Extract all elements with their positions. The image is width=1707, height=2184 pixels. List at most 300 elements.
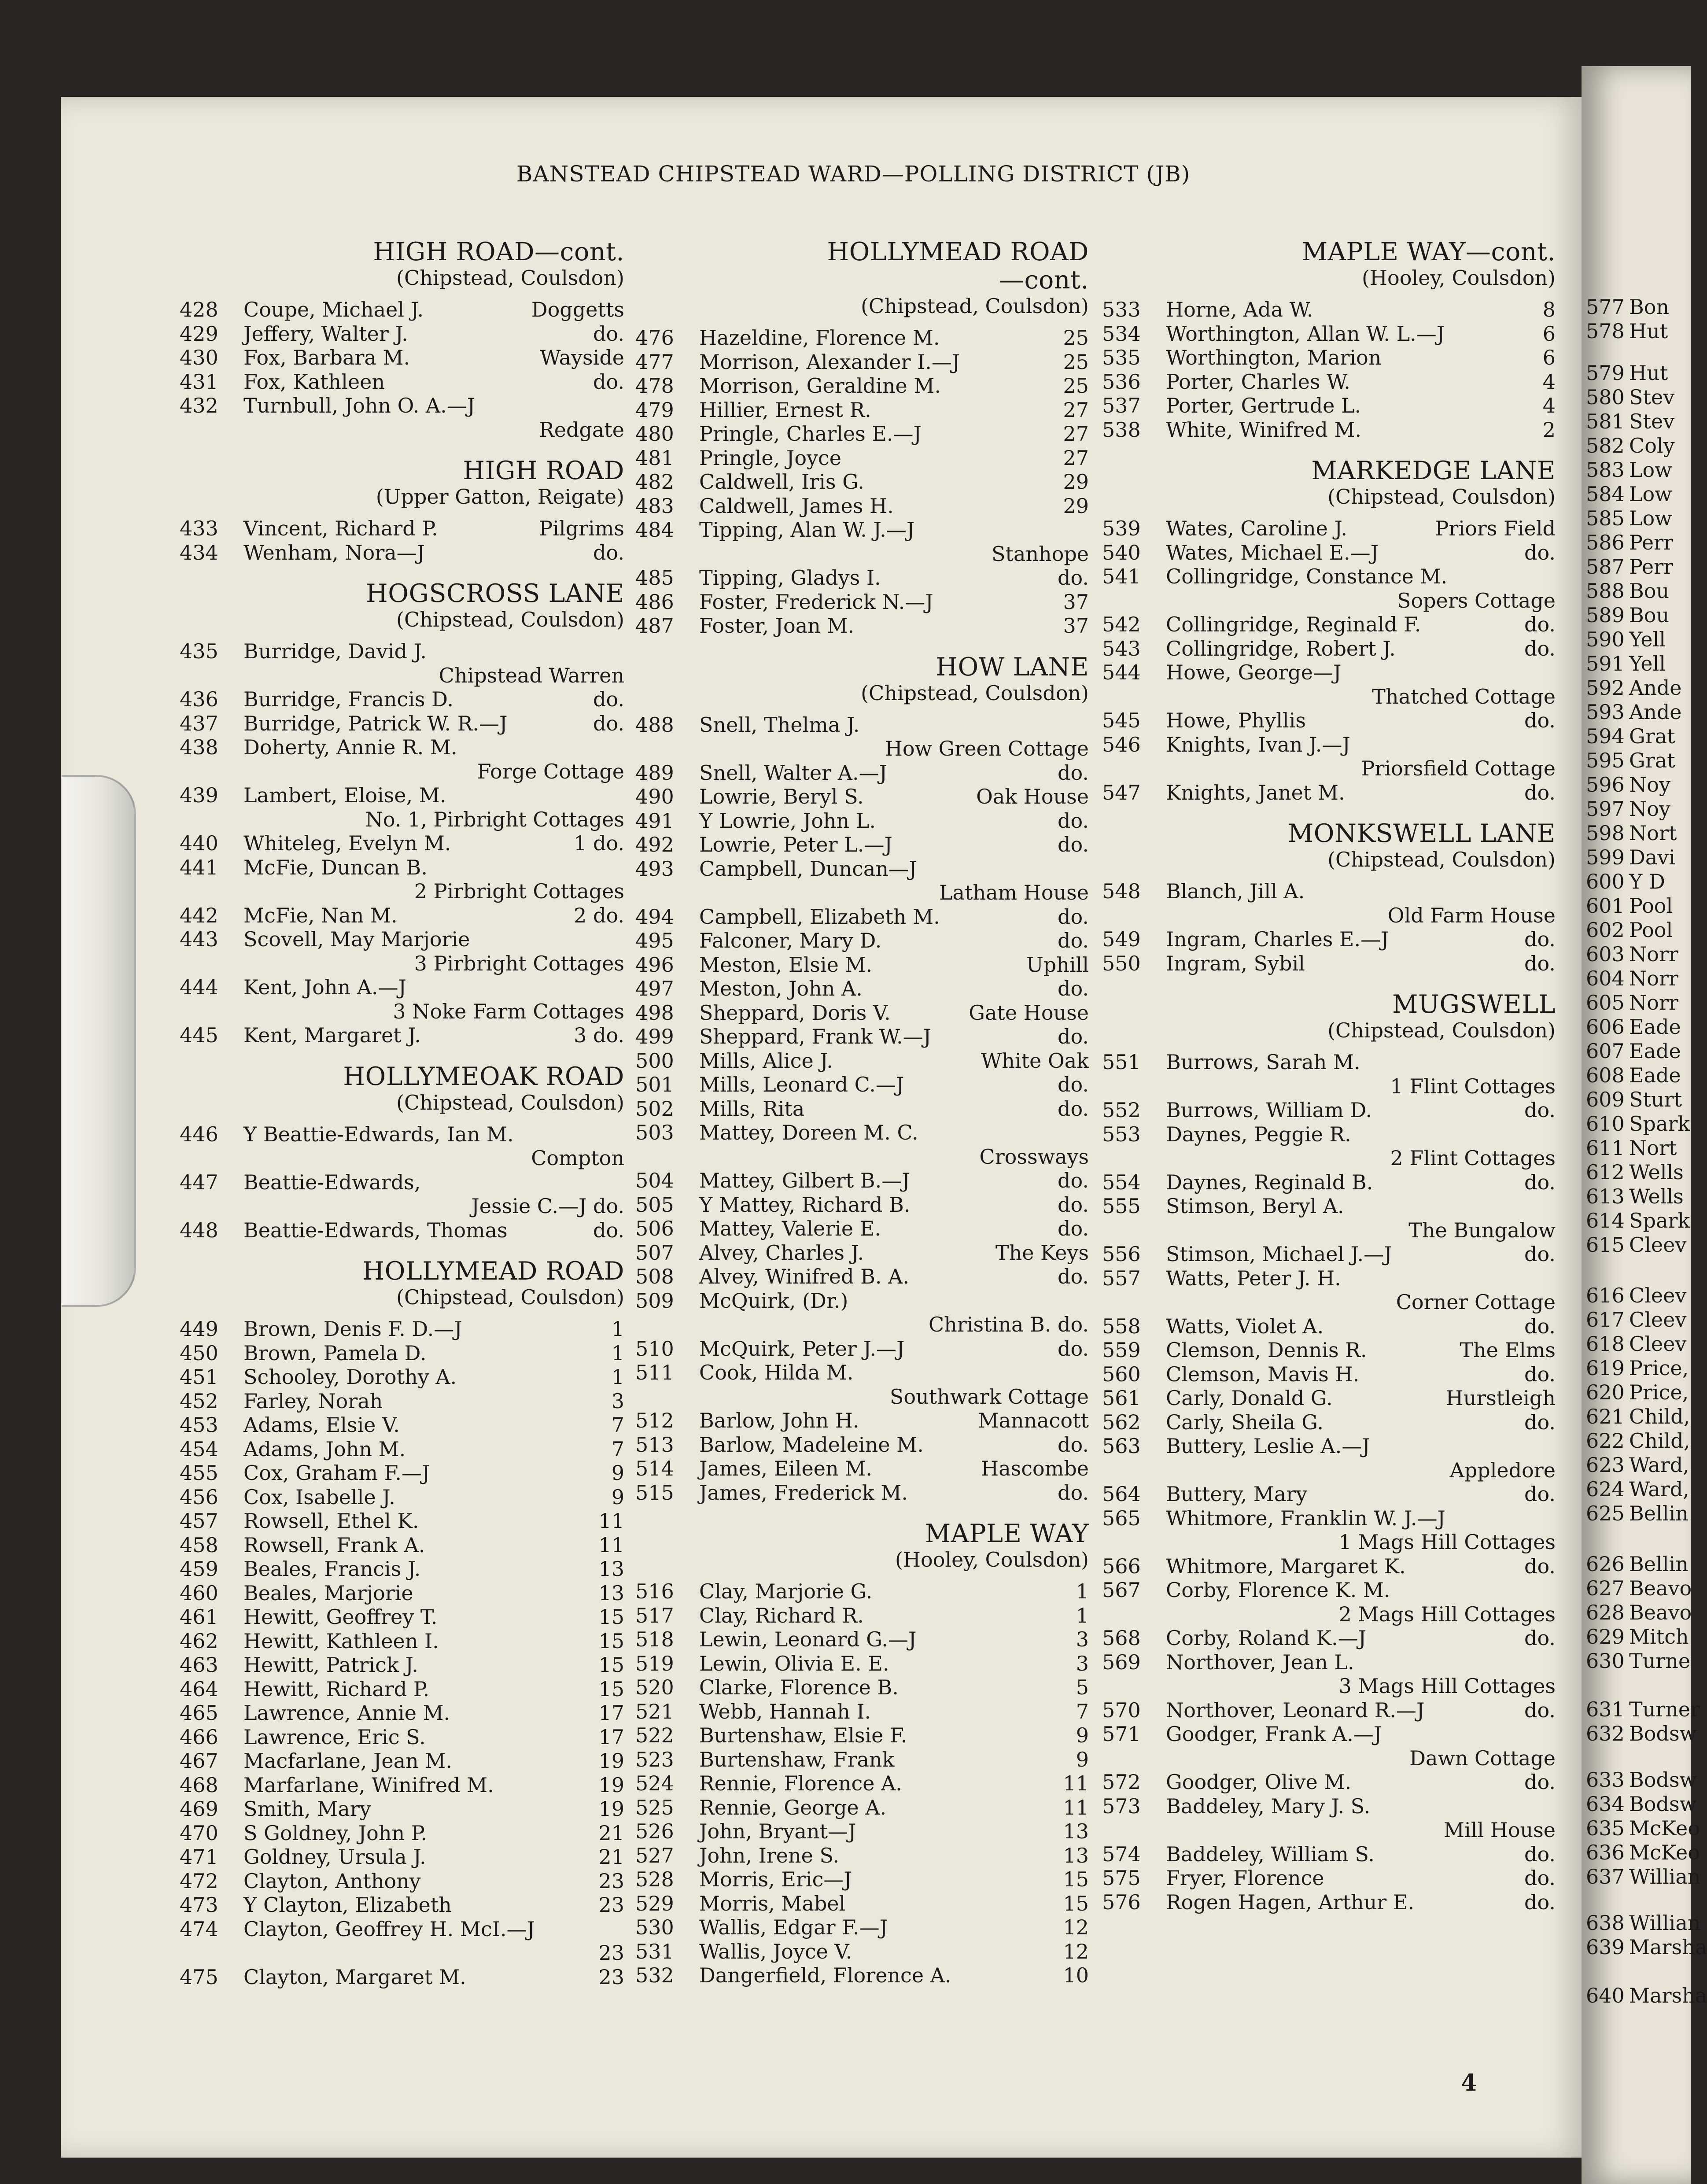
elector-address: do. <box>1524 1410 1556 1434</box>
elector-number: 461 <box>180 1605 218 1629</box>
elector-address: do. <box>1524 1314 1556 1338</box>
elector-address: do. <box>1524 1842 1556 1866</box>
elector-row <box>635 566 1089 590</box>
elector-name: Wates, Caroline J. <box>1166 516 1347 540</box>
elector-name: Burridge, Patrick W. R.—J <box>243 711 508 735</box>
elector-row <box>635 1049 1089 1073</box>
elector-name: Carly, Donald G. <box>1166 1386 1333 1410</box>
elector-number: 548 <box>1102 879 1141 903</box>
right-page-number: 578 <box>1586 319 1625 343</box>
elector-address <box>1549 660 1556 685</box>
elector-name: Daynes, Reginald B. <box>1166 1170 1373 1194</box>
elector-name: Tipping, Gladys I. <box>699 566 881 590</box>
elector-number: 444 <box>180 975 218 999</box>
elector-address: 9 <box>1076 1723 1089 1747</box>
elector-address: do. <box>1524 1098 1556 1122</box>
elector-row <box>180 541 624 565</box>
elector-name: Buttery, Mary <box>1166 1482 1308 1506</box>
right-page-name: Yell <box>1629 652 1666 675</box>
elector-row <box>1102 1242 1556 1266</box>
elector-name: Scovell, May Marjorie <box>243 927 470 951</box>
elector-number: 556 <box>1102 1242 1141 1266</box>
right-page-number: 618 <box>1586 1332 1625 1356</box>
elector-name: Ingram, Sybil <box>1166 951 1305 975</box>
elector-number: 446 <box>180 1122 218 1146</box>
elector-name: Lowrie, Beryl S. <box>699 785 864 808</box>
elector-name: Barlow, John H. <box>699 1409 859 1432</box>
elector-name: Howe, George—J <box>1166 660 1342 684</box>
elector-number: 482 <box>635 470 674 494</box>
right-page-number: 590 <box>1586 627 1625 651</box>
elector-row <box>180 516 624 541</box>
right-page-number: 584 <box>1586 482 1625 506</box>
elector-address: do. <box>593 687 624 711</box>
street-title: HIGH ROAD—cont. <box>373 237 624 266</box>
elector-number: 567 <box>1102 1578 1141 1602</box>
right-page-number: 602 <box>1586 918 1625 942</box>
elector-number: 458 <box>180 1533 218 1557</box>
elector-number: 465 <box>180 1701 218 1725</box>
elector-name: Tipping, Alan W. J.—J <box>699 518 915 542</box>
elector-number: 562 <box>1102 1410 1141 1434</box>
elector-address <box>618 639 624 664</box>
street-title: HOLLYMEOAK ROAD <box>343 1062 624 1091</box>
elector-number: 456 <box>180 1485 218 1509</box>
elector-name: Clemson, Dennis R. <box>1166 1338 1367 1362</box>
elector-number: 470 <box>180 1821 218 1845</box>
elector-name: Collingridge, Robert J. <box>1166 636 1396 660</box>
elector-address: 12 <box>1063 1939 1089 1963</box>
elector-address: 5 <box>1076 1675 1089 1699</box>
elector-name: Porter, Charles W. <box>1166 369 1350 394</box>
elector-row <box>1102 1122 1556 1147</box>
elector-row <box>635 905 1089 929</box>
elector-name: Adams, Elsie V. <box>243 1413 400 1437</box>
elector-row <box>635 1819 1089 1844</box>
right-page-name: Yell <box>1629 627 1666 651</box>
elector-row <box>635 1915 1089 1940</box>
elector-row <box>1102 879 1556 904</box>
elector-name: Blanch, Jill A. <box>1166 879 1305 903</box>
elector-number: 519 <box>635 1651 674 1675</box>
right-page-number: 620 <box>1586 1380 1625 1404</box>
street-title: HOGSCROSS LANE <box>366 579 624 608</box>
right-page-number: 628 <box>1586 1601 1625 1624</box>
street-locality: (Upper Gatton, Reigate) <box>376 485 624 509</box>
elector-address: Mannacott <box>978 1409 1089 1432</box>
elector-name: Morrison, Alexander I.—J <box>699 350 960 374</box>
right-page-number: 632 <box>1586 1722 1625 1745</box>
elector-row <box>180 975 624 1000</box>
page-number: 4 <box>1461 2070 1477 2096</box>
elector-address-continued: 3 Noke Farm Cottages <box>393 999 624 1023</box>
right-page-number: 617 <box>1586 1308 1625 1332</box>
elector-address: do. <box>1524 1770 1556 1794</box>
elector-row <box>180 1869 624 1893</box>
elector-address: do. <box>1524 636 1556 660</box>
right-page-name: Spark <box>1629 1112 1690 1136</box>
elector-address: 7 <box>611 1437 624 1461</box>
elector-name: Webb, Hannah I. <box>699 1699 871 1723</box>
elector-number: 501 <box>635 1073 674 1096</box>
right-page-number: 624 <box>1586 1477 1625 1501</box>
elector-number: 429 <box>180 321 218 346</box>
elector-number: 494 <box>635 904 674 929</box>
elector-number: 480 <box>635 422 674 446</box>
elector-name: Cook, Hilda M. <box>699 1361 854 1384</box>
street-title: HIGH ROAD <box>463 456 624 485</box>
elector-row <box>1102 1266 1556 1291</box>
elector-row <box>635 398 1089 422</box>
right-page-name: Cleev <box>1629 1233 1687 1257</box>
street-section <box>180 579 624 1048</box>
right-page-number: 577 <box>1586 295 1625 319</box>
street-title-cont: —cont. <box>999 266 1089 295</box>
elector-address: 19 <box>598 1749 624 1773</box>
elector-row <box>180 1437 624 1461</box>
elector-name: S Goldney, John P. <box>243 1821 427 1845</box>
elector-address <box>618 856 624 880</box>
elector-address: 19 <box>598 1797 624 1821</box>
elector-name: Schooley, Dorothy A. <box>243 1365 457 1389</box>
right-page-number: 614 <box>1586 1209 1625 1232</box>
elector-number: 522 <box>635 1723 674 1747</box>
elector-number: 460 <box>180 1581 218 1605</box>
elector-number: 449 <box>180 1317 218 1341</box>
elector-number: 528 <box>635 1867 674 1891</box>
right-page-name: Cleev <box>1629 1284 1687 1307</box>
elector-number: 483 <box>635 494 674 518</box>
elector-address: do. <box>1524 1362 1556 1386</box>
elector-name: Lambert, Eloise, M. <box>243 783 446 807</box>
elector-address <box>1083 857 1089 881</box>
elector-number: 529 <box>635 1891 674 1915</box>
right-page-name: Turner <box>1629 1697 1700 1721</box>
elector-number: 564 <box>1102 1482 1141 1506</box>
right-page-name: Marsha <box>1629 1935 1707 1959</box>
elector-row <box>635 494 1089 518</box>
elector-name: Rennie, George A. <box>699 1795 887 1819</box>
elector-name: Sheppard, Doris V. <box>699 1000 891 1025</box>
elector-address-continued: 2 Mags Hill Cottages <box>1338 1602 1556 1626</box>
elector-address: do. <box>593 540 624 564</box>
elector-number: 554 <box>1102 1170 1141 1194</box>
elector-name: Wallis, Joyce V. <box>699 1939 852 1963</box>
right-page-name: Norr <box>1629 967 1678 990</box>
elector-row <box>635 1241 1089 1265</box>
elector-address: 8 <box>1542 298 1556 321</box>
right-page-number: 605 <box>1586 991 1625 1015</box>
elector-name: Buttery, Leslie A.—J <box>1166 1434 1370 1458</box>
elector-name: Corby, Roland K.—J <box>1166 1626 1367 1650</box>
elector-row <box>635 1844 1089 1868</box>
right-page-number: 611 <box>1586 1136 1625 1160</box>
elector-address <box>1549 1578 1556 1602</box>
elector-row <box>1102 346 1556 370</box>
elector-address: 21 <box>598 1821 624 1845</box>
elector-address: 25 <box>1063 374 1089 398</box>
elector-address: 27 <box>1063 422 1089 446</box>
elector-number: 547 <box>1102 780 1141 804</box>
elector-name: Goldney, Ursula J. <box>243 1845 426 1869</box>
elector-name: Knights, Ivan J.—J <box>1166 732 1350 756</box>
street-locality: (Chipstead, Coulsdon) <box>1327 1018 1556 1042</box>
elector-name: Goodger, Frank A.—J <box>1166 1722 1382 1746</box>
elector-address <box>1549 1722 1556 1746</box>
elector-number: 573 <box>1102 1794 1141 1818</box>
elector-number: 438 <box>180 735 218 759</box>
elector-address-continued: Mill House <box>1443 1818 1556 1842</box>
elector-address: 15 <box>598 1677 624 1701</box>
elector-row <box>635 1652 1089 1676</box>
right-page-number: 594 <box>1586 724 1625 748</box>
elector-number: 511 <box>635 1361 674 1384</box>
right-page-name: Bou <box>1629 579 1670 603</box>
elector-number: 565 <box>1102 1506 1141 1530</box>
elector-number: 523 <box>635 1747 674 1771</box>
elector-row <box>180 831 624 856</box>
elector-name: Clayton, Anthony <box>243 1869 421 1893</box>
elector-number: 568 <box>1102 1626 1141 1650</box>
elector-name: Carly, Sheila G. <box>1166 1410 1324 1434</box>
elector-row <box>1102 394 1556 418</box>
right-page-name: Willian <box>1629 1865 1701 1889</box>
elector-row <box>1102 733 1556 757</box>
elector-number: 575 <box>1102 1866 1141 1890</box>
elector-name: Whiteleg, Evelyn M. <box>243 831 451 855</box>
elector-name: Sheppard, Frank W.—J <box>699 1025 932 1048</box>
elector-address <box>1549 1506 1556 1531</box>
elector-address-continued: 3 Mags Hill Cottages <box>1338 1674 1556 1698</box>
elector-name: Pringle, Joyce <box>699 446 842 470</box>
right-page-number: 635 <box>1586 1816 1625 1840</box>
elector-name: Corby, Florence K. M. <box>1166 1578 1390 1602</box>
right-page-name: Low <box>1629 482 1672 506</box>
elector-name: Howe, Phyllis <box>1166 708 1306 732</box>
elector-address: do. <box>1524 927 1556 951</box>
elector-address <box>618 1170 624 1195</box>
elector-address: do. <box>1058 1096 1089 1121</box>
elector-row <box>180 1797 624 1821</box>
elector-row <box>180 1845 624 1869</box>
elector-address: 9 <box>611 1485 624 1509</box>
elector-row <box>635 1963 1089 1988</box>
elector-name: McQuirk, (Dr.) <box>699 1288 848 1313</box>
elector-name: Burridge, David J. <box>243 639 427 663</box>
elector-number: 509 <box>635 1288 674 1313</box>
elector-address <box>618 975 624 1000</box>
elector-address: White Oak <box>981 1048 1089 1073</box>
elector-address: The Elms <box>1460 1338 1556 1362</box>
elector-row <box>635 1193 1089 1217</box>
elector-name: Watts, Peter J. H. <box>1166 1266 1341 1290</box>
elector-name: Worthington, Allan W. L.—J <box>1166 321 1445 346</box>
elector-name: Lawrence, Annie M. <box>243 1701 450 1725</box>
elector-number: 499 <box>635 1025 674 1048</box>
elector-name: Daynes, Peggie R. <box>1166 1122 1351 1146</box>
right-page-number: 580 <box>1586 385 1625 409</box>
right-page-name: Davi <box>1629 845 1676 869</box>
elector-address <box>618 1122 624 1147</box>
right-page-number: 639 <box>1586 1935 1625 1959</box>
right-page-number: 586 <box>1586 531 1625 554</box>
elector-address-continued: 1 Mags Hill Cottages <box>1338 1530 1556 1554</box>
elector-address: do. <box>1524 780 1556 804</box>
elector-address: 21 <box>598 1845 624 1869</box>
elector-row <box>1102 1098 1556 1122</box>
right-page-name: Turne <box>1629 1649 1691 1673</box>
elector-row <box>180 904 624 928</box>
elector-address <box>618 927 624 952</box>
elector-address <box>1549 1794 1556 1819</box>
elector-row <box>635 422 1089 446</box>
elector-name: Adams, John M. <box>243 1437 406 1461</box>
elector-address: 29 <box>1063 470 1089 494</box>
elector-number: 553 <box>1102 1122 1141 1146</box>
street-section <box>1102 457 1556 804</box>
elector-number: 503 <box>635 1121 674 1144</box>
elector-row <box>1102 637 1556 661</box>
column-2 <box>635 238 1089 1988</box>
elector-number: 502 <box>635 1096 674 1121</box>
elector-row <box>1102 1842 1556 1867</box>
elector-address: do. <box>1058 1192 1089 1217</box>
elector-address: 11 <box>598 1533 624 1557</box>
elector-address: 1 <box>611 1317 624 1341</box>
elector-row <box>635 518 1089 542</box>
elector-number: 477 <box>635 350 674 374</box>
elector-name: John, Bryant—J <box>699 1819 856 1843</box>
elector-name: Hewitt, Patrick J. <box>243 1653 418 1677</box>
elector-number: 437 <box>180 711 218 735</box>
elector-row <box>180 1749 624 1773</box>
elector-address: 13 <box>1063 1843 1089 1867</box>
right-page-name: Marsha <box>1629 1984 1707 2007</box>
elector-address: 7 <box>1076 1699 1089 1723</box>
elector-name: Marfarlane, Winifred M. <box>243 1773 494 1797</box>
elector-address: do. <box>1058 1025 1089 1048</box>
right-page-name: Stev <box>1629 410 1675 433</box>
right-page-number: 621 <box>1586 1405 1625 1428</box>
elector-number: 487 <box>635 614 674 638</box>
right-page-name: Low <box>1629 458 1672 482</box>
elector-name: Dangerfield, Florence A. <box>699 1963 951 1987</box>
elector-address: do. <box>1524 1626 1556 1650</box>
elector-name: Lewin, Leonard G.—J <box>699 1627 917 1651</box>
elector-name: Alvey, Winifred B. A. <box>699 1265 909 1288</box>
elector-address <box>1083 1121 1089 1145</box>
elector-address <box>618 394 624 418</box>
elector-number: 574 <box>1102 1842 1141 1866</box>
elector-name: Clay, Richard R. <box>699 1603 864 1627</box>
elector-name: Collingridge, Reginald F. <box>1166 612 1421 636</box>
elector-row <box>180 1317 624 1341</box>
elector-address: Wayside <box>540 346 624 369</box>
street-locality: (Chipstead, Coulsdon) <box>396 1285 624 1309</box>
elector-row <box>635 1675 1089 1700</box>
street-section <box>180 1257 624 1989</box>
elector-row <box>180 1677 624 1701</box>
elector-name: Stimson, Beryl A. <box>1166 1194 1344 1218</box>
elector-row <box>180 1023 624 1048</box>
right-page-number: 607 <box>1586 1039 1625 1063</box>
elector-row <box>635 1217 1089 1241</box>
elector-number: 443 <box>180 927 218 951</box>
elector-address: 23 <box>598 1893 624 1917</box>
elector-row <box>635 713 1089 737</box>
elector-number: 545 <box>1102 708 1141 732</box>
elector-row <box>180 1557 624 1581</box>
right-page-name: Ward, <box>1629 1453 1689 1477</box>
elector-name: White, Winifred M. <box>1166 417 1362 442</box>
elector-address: do. <box>1058 1265 1089 1288</box>
elector-number: 451 <box>180 1365 218 1389</box>
right-page-number: 583 <box>1586 458 1625 482</box>
elector-address: 29 <box>1063 494 1089 518</box>
elector-number: 572 <box>1102 1770 1141 1794</box>
elector-row <box>635 1433 1089 1457</box>
elector-address: 7 <box>611 1413 624 1437</box>
elector-row <box>635 1265 1089 1289</box>
street-section <box>180 1062 624 1243</box>
elector-row <box>180 1605 624 1629</box>
right-page-number: 581 <box>1586 410 1625 433</box>
elector-row <box>1102 660 1556 685</box>
elector-row <box>180 1821 624 1845</box>
elector-address <box>1083 1289 1089 1313</box>
elector-address: do. <box>1058 833 1089 856</box>
elector-number: 500 <box>635 1048 674 1073</box>
elector-address-continued: Christina B. do. <box>928 1313 1089 1336</box>
elector-address: 9 <box>1076 1747 1089 1771</box>
elector-number: 542 <box>1102 612 1141 636</box>
elector-name: Lewin, Olivia E. E. <box>699 1651 889 1675</box>
elector-name: Snell, Walter A.—J <box>699 760 888 785</box>
elector-number: 484 <box>635 518 674 542</box>
street-locality: (Hooley, Coulsdon) <box>1361 266 1556 290</box>
elector-row <box>635 1940 1089 1964</box>
elector-number: 464 <box>180 1677 218 1701</box>
right-page-name: Bellin <box>1629 1502 1689 1525</box>
right-page-number: 603 <box>1586 942 1625 966</box>
elector-address: Hascombe <box>981 1457 1089 1480</box>
elector-row <box>180 1170 624 1195</box>
elector-row <box>635 1771 1089 1796</box>
elector-number: 467 <box>180 1749 218 1773</box>
elector-name: Mattey, Valerie E. <box>699 1217 881 1240</box>
elector-number: 527 <box>635 1843 674 1867</box>
elector-address-continued: How Green Cottage <box>885 737 1089 760</box>
elector-row <box>635 1409 1089 1433</box>
elector-number: 478 <box>635 374 674 398</box>
right-page-number: 609 <box>1586 1088 1625 1111</box>
elector-number: 570 <box>1102 1698 1141 1722</box>
elector-number: 488 <box>635 712 674 737</box>
elector-address: do. <box>1058 808 1089 833</box>
elector-number: 462 <box>180 1629 218 1653</box>
elector-row <box>180 1413 624 1437</box>
elector-address: 37 <box>1063 590 1089 614</box>
elector-name: Fox, Kathleen <box>243 369 385 394</box>
elector-number: 533 <box>1102 298 1141 321</box>
elector-address: 1 <box>1076 1603 1089 1627</box>
right-page-name: Perr <box>1629 531 1674 554</box>
elector-address: do. <box>1524 1698 1556 1722</box>
elector-address: 3 <box>1076 1627 1089 1651</box>
right-page-name: Spark <box>1629 1209 1690 1232</box>
elector-row <box>1102 370 1556 394</box>
elector-name: Farley, Norah <box>243 1389 383 1413</box>
